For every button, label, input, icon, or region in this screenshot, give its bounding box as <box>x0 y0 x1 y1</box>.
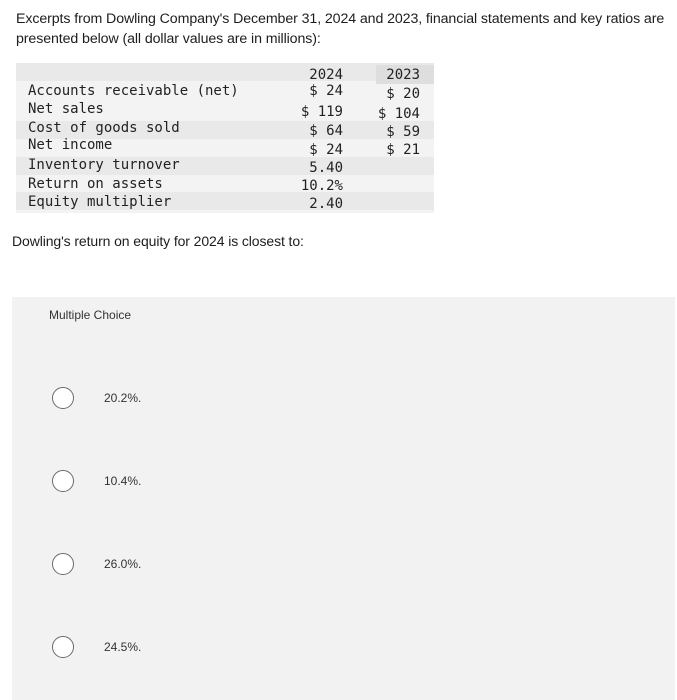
row-label-net-income: Net income <box>28 137 113 153</box>
row-value-2023: $ 21 <box>386 142 420 158</box>
row-value-2024: $ 119 <box>300 104 343 120</box>
row-value-2024: 5.40 <box>309 160 343 176</box>
row-label-net-sales: Net sales <box>28 101 104 117</box>
row-value-2024: $ 24 <box>309 83 343 99</box>
column-header-2024: 2024 <box>309 67 343 83</box>
radio-button-icon[interactable] <box>52 387 74 409</box>
row-value-2023: $ 104 <box>377 106 420 122</box>
row-value-2024: $ 64 <box>309 123 343 139</box>
row-value-2024: 10.2% <box>300 178 343 194</box>
multiple-choice-panel <box>12 297 675 700</box>
table-stripe <box>16 63 434 81</box>
choice-label: 26.0%. <box>104 557 142 571</box>
choice-option-a[interactable] <box>42 379 662 421</box>
row-value-2023: $ 20 <box>386 86 420 102</box>
choice-label: 10.4%. <box>104 474 142 488</box>
choice-option-b[interactable] <box>42 462 662 504</box>
row-value-2024: 2.40 <box>309 196 343 212</box>
choice-option-d[interactable] <box>42 628 662 670</box>
row-label-inventory-turnover: Inventory turnover <box>28 157 180 173</box>
row-value-2024: $ 24 <box>309 142 343 158</box>
row-label-equity-multiplier: Equity multiplier <box>28 194 172 210</box>
row-value-2023: $ 59 <box>386 124 420 140</box>
multiple-choice-title: Multiple Choice <box>49 308 132 322</box>
row-label-return-on-assets: Return on assets <box>28 176 163 192</box>
column-header-2023: 2023 <box>386 67 420 83</box>
row-label-accounts-receivable: Accounts receivable (net) <box>28 83 239 99</box>
row-label-cost-of-goods-sold: Cost of goods sold <box>28 120 180 136</box>
choice-label: 20.2%. <box>104 391 142 405</box>
choice-label: 24.5%. <box>104 640 142 654</box>
intro-text: Excerpts from Dowling Company's December 31, 2024 and 2023, financial statements and key ratios are presented below (all dollar values are in millions): <box>16 11 665 47</box>
radio-button-icon[interactable] <box>52 636 74 658</box>
radio-button-icon[interactable] <box>52 553 74 575</box>
question-text: Dowling's return on equity for 2024 is closest to: <box>12 233 304 249</box>
radio-button-icon[interactable] <box>52 470 74 492</box>
choice-option-c[interactable] <box>42 545 662 587</box>
financial-data-table <box>16 63 434 213</box>
